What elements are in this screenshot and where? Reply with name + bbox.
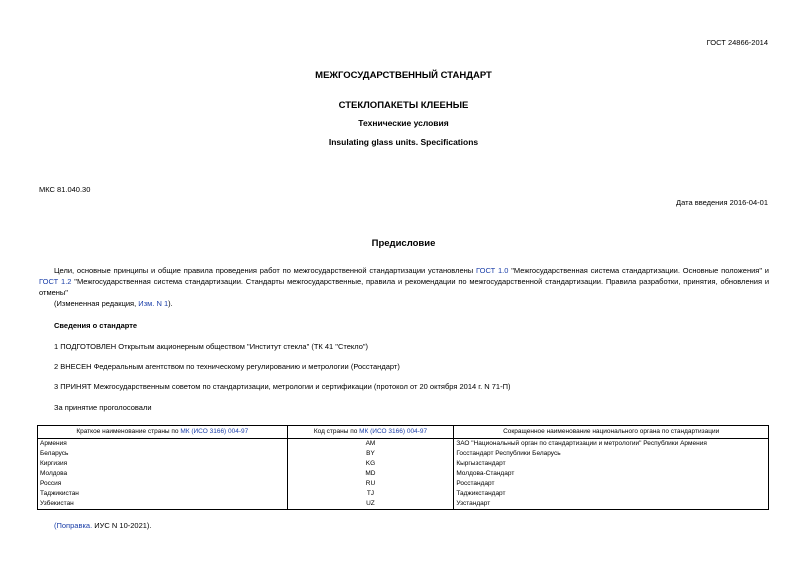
national-body: Таджикстандарт xyxy=(454,489,769,499)
voting-label: За принятие проголосовали xyxy=(54,403,152,412)
amendment-link[interactable]: Изм. N 1 xyxy=(138,299,169,308)
preface-heading: Предисловие xyxy=(371,238,436,249)
table-row xyxy=(38,439,769,450)
country-name: Беларусь xyxy=(38,449,288,459)
voting-countries-table xyxy=(37,425,769,510)
country-name: Молдова xyxy=(38,469,288,479)
table-row xyxy=(38,499,769,510)
table-row xyxy=(38,449,769,459)
country-name: Киргизия xyxy=(38,459,288,469)
country-name: Таджикистан xyxy=(38,489,288,499)
country-code: UZ xyxy=(287,499,454,510)
mk-iso-link[interactable]: МК (ИСО 3166) 004-97 xyxy=(359,428,428,435)
document-subtitle: Технические условия xyxy=(358,118,449,128)
country-name: Армения xyxy=(38,439,288,450)
document-title-english: Insulating glass units. Specifications xyxy=(328,137,479,147)
country-code: TJ xyxy=(287,489,454,499)
introduction-date: Дата введения 2016-04-01 xyxy=(676,198,768,207)
mk-iso-link[interactable]: МК (ИСО 3166) 004-97 xyxy=(180,428,249,435)
correction-text: ИУС N 10-2021). xyxy=(92,521,152,530)
national-body: ЗАО "Национальный орган по стандартизации и метрологии" Республики Армения xyxy=(454,439,769,450)
preface-text-3: "Межгосударственная система стандартизации. Стандарты межгосударственные, правила и рекомендации по межгосударственной стандартизации. Правила разработки, принятия, обновления и отмены" xyxy=(39,277,770,297)
preface-text-1: Цели, основные принципы и общие правила проведения работ по межгосударственной стандартизации установлены xyxy=(54,266,476,275)
country-code: KG xyxy=(287,459,454,469)
gost-1-0-link[interactable]: ГОСТ 1.0 xyxy=(475,266,509,275)
header-country-code-text: Код страны по xyxy=(313,428,360,435)
national-body: Госстандарт Республики Беларусь xyxy=(454,449,769,459)
country-name: Россия xyxy=(38,479,288,489)
standard-info-heading: Сведения о стандарте xyxy=(54,321,138,330)
national-body: Узстандарт xyxy=(454,499,769,510)
country-code: MD xyxy=(287,469,454,479)
header-country-code xyxy=(287,426,454,439)
header-country-name-text: Краткое наименование страны по xyxy=(76,428,181,435)
correction-link[interactable]: (Поправка. xyxy=(54,521,93,530)
amendment-note xyxy=(54,299,173,308)
document-code: ГОСТ 24866-2014 xyxy=(706,38,768,47)
table-row xyxy=(38,489,769,499)
info-item-prepared: 1 ПОДГОТОВЛЕН Открытым акционерным обществом "Институт стекла" (ТК 41 "Стекло") xyxy=(54,342,369,351)
header-national-body: Сокращенное наименование национального органа по стандартизации xyxy=(454,426,769,439)
standard-type-title: МЕЖГОСУДАРСТВЕННЫЙ СТАНДАРТ xyxy=(315,70,492,81)
gost-1-2-link[interactable]: ГОСТ 1.2 xyxy=(39,277,72,286)
table-row xyxy=(38,459,769,469)
header-country-name xyxy=(38,426,288,439)
preface-text-2: "Межгосударственная система стандартизации. Основные положения" и xyxy=(508,266,770,275)
amendment-suffix: ). xyxy=(168,299,173,308)
correction-note xyxy=(54,521,152,530)
amendment-prefix: (Измененная редакция, xyxy=(54,299,139,308)
document-title: СТЕКЛОПАКЕТЫ КЛЕЕНЫЕ xyxy=(338,100,469,111)
national-body: Кыргызстандарт xyxy=(454,459,769,469)
table-row xyxy=(38,479,769,489)
national-body: Росстандарт xyxy=(454,479,769,489)
preface-paragraph xyxy=(39,265,769,298)
table-row xyxy=(38,469,769,479)
country-code: AM xyxy=(287,439,454,450)
info-item-adopted: 3 ПРИНЯТ Межгосударственным советом по стандартизации, метрологии и сертификации (протокол от 20 октября 2014 г. N 71-П) xyxy=(54,382,511,391)
country-code: BY xyxy=(287,449,454,459)
mks-code: МКС 81.040.30 xyxy=(39,185,91,194)
table-header-row xyxy=(38,426,769,439)
info-item-introduced: 2 ВНЕСЕН Федеральным агентством по техническому регулированию и метрологии (Росстандарт) xyxy=(54,362,400,371)
country-name: Узбекистан xyxy=(38,499,288,510)
country-code: RU xyxy=(287,479,454,489)
national-body: Молдова-Стандарт xyxy=(454,469,769,479)
